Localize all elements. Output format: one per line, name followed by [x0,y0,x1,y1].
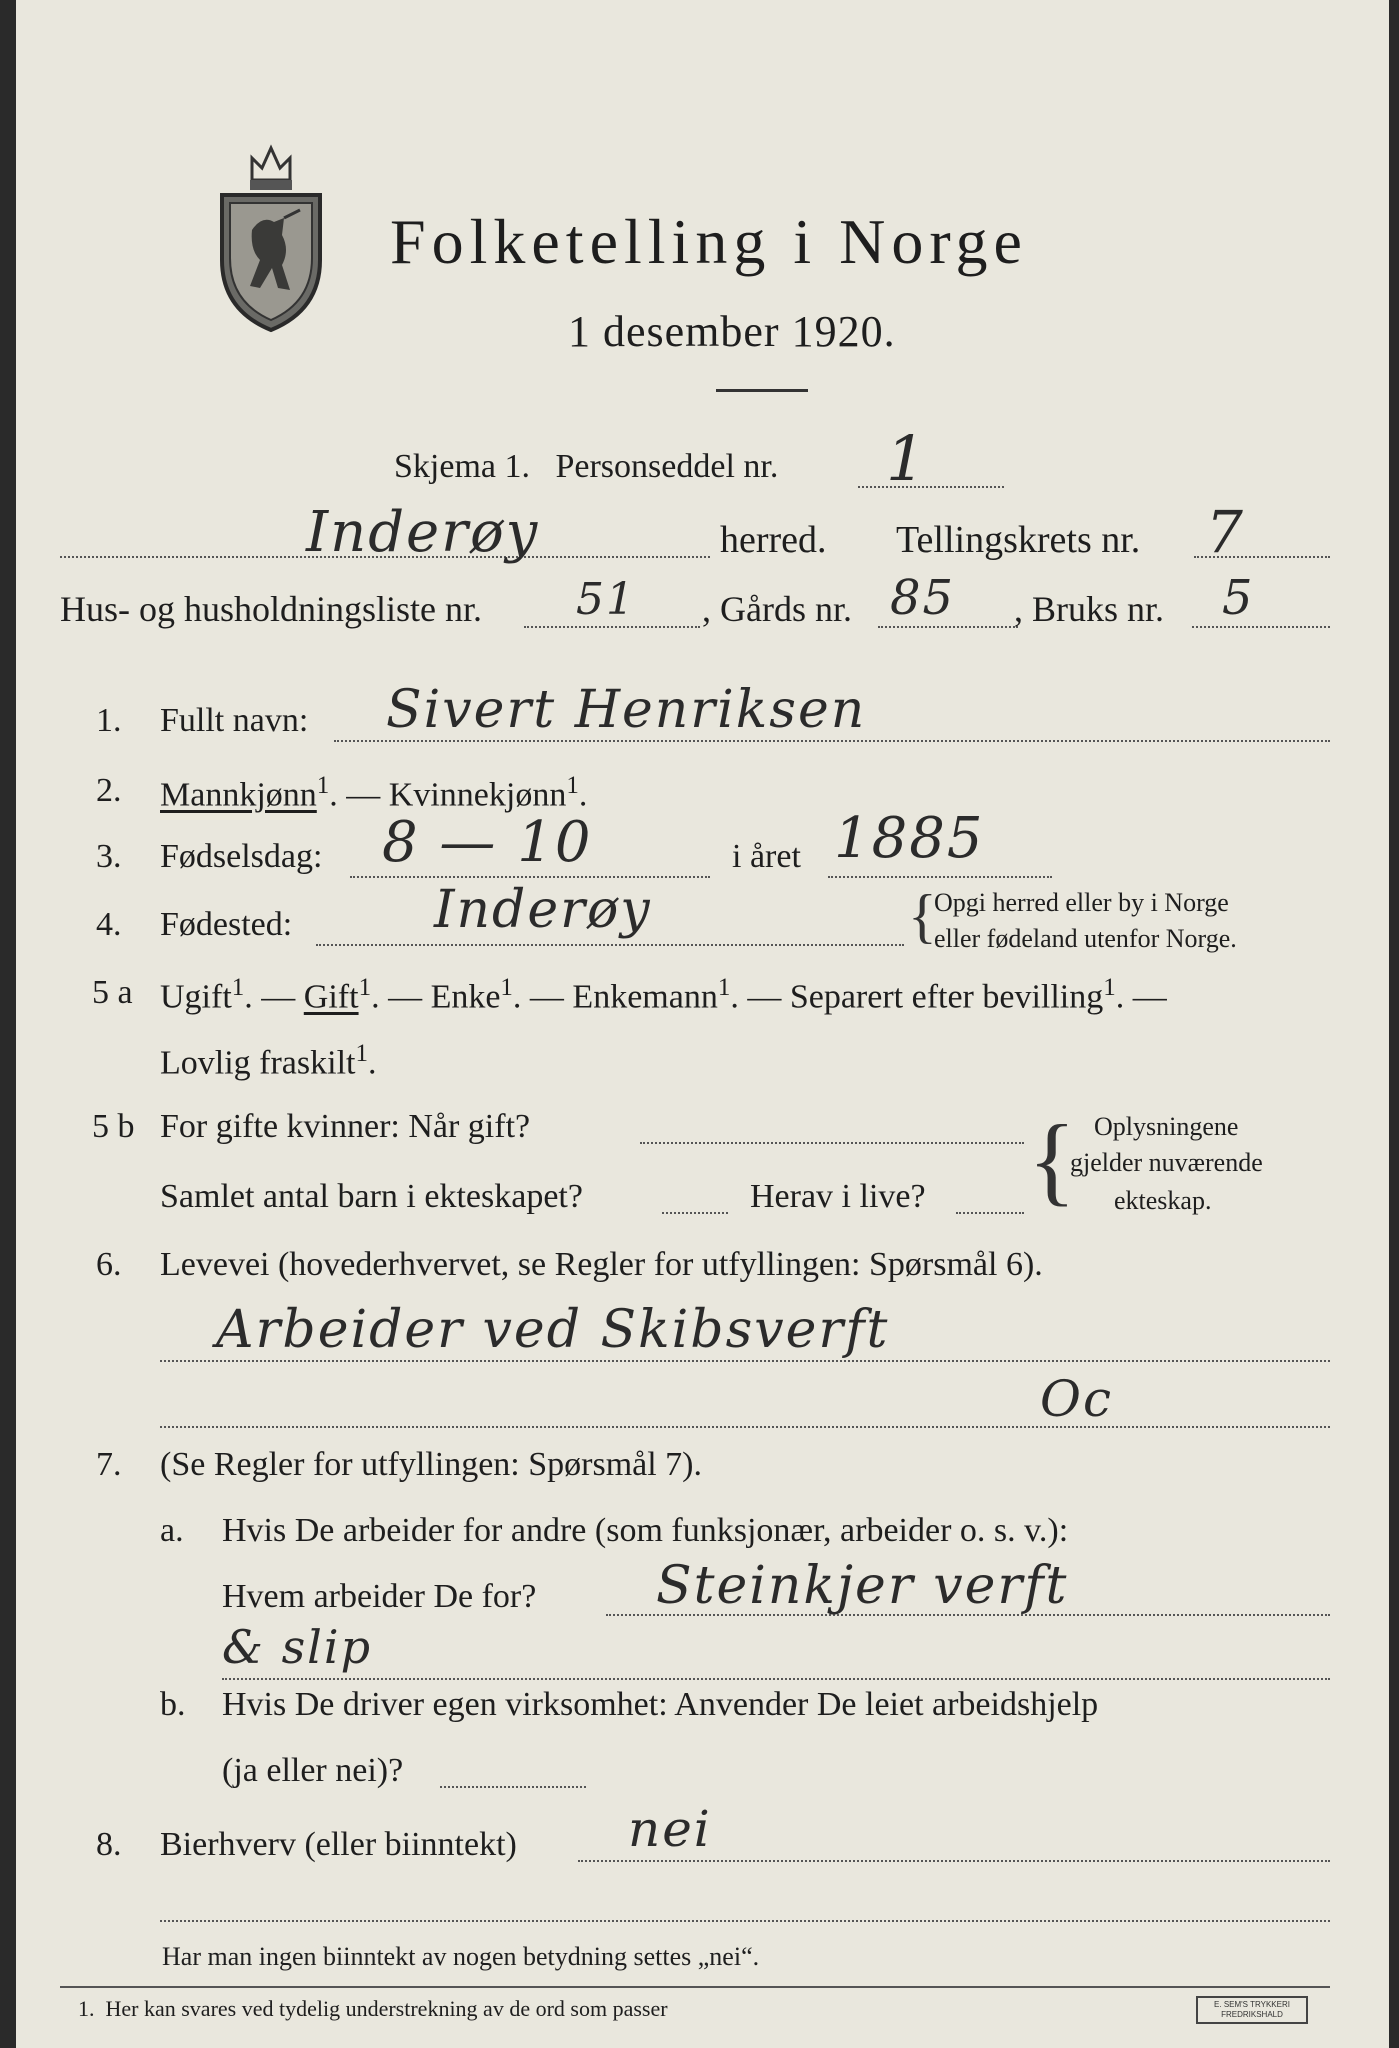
footnote-mark: 1 [566,772,579,799]
footnote-mark: 1 [1103,974,1116,1001]
q5b-note-3: ekteskap. [1114,1186,1212,1215]
birthyear-value[interactable]: 1885 [834,806,985,871]
birthdate-line [350,876,710,878]
q5b-alive-label: Herav i live? [750,1178,926,1215]
occupation-line-1 [160,1360,1330,1362]
gards-label: , Gårds nr. [702,589,852,629]
q6-number: 6. [96,1246,122,1283]
hired-help-line [440,1786,586,1788]
ugift-option[interactable]: Ugift [160,978,232,1016]
tellingskrets-value[interactable]: 7 [1206,498,1245,566]
occupation-code: Oc [1040,1370,1113,1428]
hus-label: Hus- og husholdningsliste nr. [60,589,483,629]
bruks-label: , Bruks nr. [1014,589,1165,629]
birthplace-line [316,944,904,946]
side-income-value[interactable]: nei [628,1800,712,1858]
footnote-mark: 1 [717,974,731,1001]
footer-divider [60,1986,1330,1988]
q7a-line2: Hvem arbeider De for? [222,1578,537,1615]
footnote-mark: 1 [355,1040,368,1067]
herred-label: herred. [720,519,827,561]
kvinnekjonn-option[interactable]: Kvinnekjønn [388,776,567,814]
q5b-note-2: gjelder nuværende [1070,1148,1263,1177]
employer-value-2[interactable]: & slip [222,1620,373,1674]
mannkjonn-option[interactable]: Mannkjønn [160,776,317,814]
gift-option[interactable]: Gift [303,978,359,1016]
birthdate-value[interactable]: 8 — 10 [382,810,593,875]
footnote-mark: 1 [500,974,513,1001]
occupation-value[interactable]: Arbeider ved Skibsverft [216,1300,890,1360]
q4-label: Fødested: [160,906,293,943]
birthplace-note-2: eller fødeland utenfor Norge. [934,924,1237,953]
form-title: Folketelling i Norge [390,206,1028,277]
separator: . — [1115,978,1167,1016]
printer-stamp-line-2: FREDRIKSHALD [1221,2010,1283,2019]
married-date-line [640,1142,1024,1144]
footnote-mark: 1 [231,974,245,1001]
skjema-row [394,448,778,486]
enke-option[interactable]: . — Enke [371,978,501,1016]
alive-line [956,1212,1024,1214]
q1-number: 1. [96,702,122,739]
tellingskrets-label: Tellingskrets nr. [896,519,1141,561]
footer-note: Har man ingen biinntekt av nogen betydning settes „nei“. [162,1942,760,1971]
brace-icon: { [908,883,937,949]
side-income-line-2 [160,1920,1330,1922]
q2-number: 2. [96,772,122,809]
q4-number: 4. [96,906,122,943]
brace-icon: { [1028,1104,1076,1215]
q5b-children-label: Samlet antal barn i ekteskapet? [160,1178,583,1215]
q3-label: Fødselsdag: [160,838,323,875]
enkemann-option[interactable]: . — Enkemann [512,978,718,1016]
q7-number: 7. [96,1446,122,1483]
q1-label: Fullt navn: [160,702,309,739]
q5b-line1: For gifte kvinner: Når gift? [160,1108,531,1145]
census-form [16,0,1389,2048]
q3-number: 3. [96,838,122,875]
birthplace-value[interactable]: Inderøy [434,880,652,940]
footnote-mark: 1 [358,974,372,1001]
bruks-value[interactable]: 5 [1222,570,1255,626]
occupation-line-2 [160,1426,1330,1428]
personseddel-value[interactable]: 1 [886,422,928,495]
q7b-line1: Hvis De driver egen virksomhet: Anvender De leiet arbeidshjelp [222,1686,1099,1723]
bruks-line [1192,626,1330,628]
hus-line [524,626,700,628]
q8-number: 8. [96,1826,122,1863]
gards-value[interactable]: 85 [890,570,956,626]
skjema-label: Skjema 1. [394,448,530,485]
birthyear-line [828,876,1052,878]
fraskilt-option[interactable]: Lovlig fraskilt [160,1044,356,1082]
separator: . — [329,776,389,814]
employer-value[interactable]: Steinkjer verft [656,1556,1069,1616]
birthplace-note-1: Opgi herred eller by i Norge [934,888,1229,917]
q7-label: (Se Regler for utfyllingen: Spørsmål 7). [160,1446,703,1483]
q7a-line1: Hvis De arbeider for andre (som funksjonær, arbeider o. s. v.): [222,1512,1069,1549]
personseddel-label: Personseddel nr. [555,448,779,485]
gards-line [878,626,1018,628]
q6-label: Levevei (hovederhvervet, se Regler for utfyllingen: Spørsmål 6). [160,1246,1043,1283]
year-label: i året [732,838,801,875]
census-date: 1 desember 1920. [568,307,896,356]
q1-line [334,740,1330,742]
personseddel-line [858,486,1004,488]
title-divider [716,389,808,392]
separator: . [578,776,588,814]
footnote-number: 1 [78,1996,89,2021]
footnote: 1. Her kan svares ved tydelig understrekning av de ord som passer [78,1996,668,2021]
q5a-number: 5 a [92,974,133,1011]
q8-label: Bierhverv (eller biinntekt) [160,1826,517,1863]
footnote-text: Her kan svares ved tydelig understrekning av de ord som passer [105,1996,668,2021]
full-name-value[interactable]: Sivert Henriksen [386,680,867,740]
marital-row [160,974,1167,1016]
side-income-line [578,1860,1330,1862]
q7b-letter: b. [160,1686,186,1723]
q7b-line2: (ja eller nei)? [222,1752,404,1789]
coat-of-arms-icon [212,140,330,335]
herred-value[interactable]: Inderøy [306,500,540,565]
separator: . — [244,978,304,1016]
q5b-note-1: Oplysningene [1094,1112,1239,1141]
employer-line-2 [222,1678,1330,1680]
children-line [662,1212,728,1214]
separert-option[interactable]: . — Separert efter bevilling [730,978,1104,1016]
fraskilt-row [160,1040,376,1082]
q5b-number: 5 b [92,1108,135,1145]
footnote-mark: 1 [316,772,330,799]
gender-row [160,772,587,814]
printer-stamp-line-1: E. SEM'S TRYKKERI [1214,2000,1290,2009]
hus-value[interactable]: 51 [576,574,636,625]
separator: . [367,1044,377,1082]
q7a-letter: a. [160,1512,184,1549]
printer-stamp [1196,1996,1308,2024]
